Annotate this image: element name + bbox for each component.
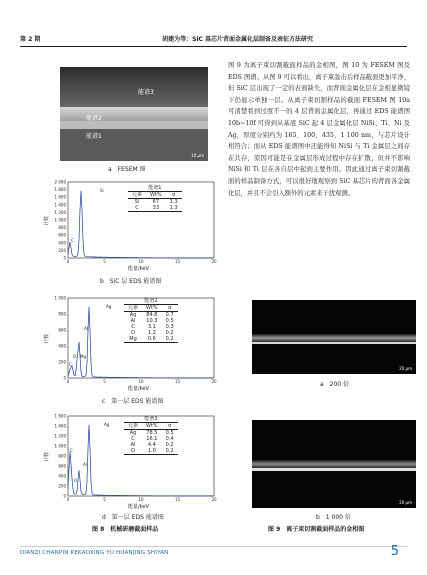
sem-label-spectrum2: 能谱2 (86, 115, 102, 122)
eds-d-xlabel: 能量/keV (128, 504, 149, 510)
footer-rule (20, 546, 407, 547)
table-row: O 1.0 0.2 (124, 448, 178, 455)
x-tick-label: 15 (174, 259, 181, 264)
eds-c-xlabel: 能量/keV (128, 386, 149, 392)
x-tick-label: 20 (211, 259, 217, 264)
micrograph-200x (252, 300, 416, 374)
y-tick-label: 1 200 (54, 433, 66, 439)
eds-d-ylabel: 计数 (44, 451, 50, 462)
eds-d-peak-o: O (74, 478, 78, 483)
eds-d-table: 能谱3 元素 Wt% σ Ag 78.5 0.5 C 16.1 0.4 Al 4.4 0.2 O 1.0 0.2 (124, 416, 178, 455)
y-tick-label: 400 (58, 240, 66, 246)
y-tick-label: 1 600 (54, 194, 66, 200)
eds-c-peak-mg: Mg (80, 354, 86, 359)
eds-d-table-title: 能谱3 (144, 416, 158, 422)
table-row: Si 67 1.3 (134, 199, 178, 205)
y-tick-label: 400 (58, 343, 66, 349)
x-tick-label: 20 (211, 497, 217, 502)
x-tick-label: 20 (211, 379, 217, 384)
eds-b-ylabel: 计数 (44, 215, 50, 226)
eds-b-peak-si: Si (100, 188, 104, 193)
y-tick-label: 200 (58, 359, 66, 365)
sem-label-spectrum1: 能谱1 (86, 133, 102, 140)
y-tick-label: 1 400 (54, 423, 66, 429)
eds-b-table: 能谱1 元素 Wt% σ Si 67 1.3 C 33 1.3 (128, 185, 182, 212)
y-tick-label: 0 (63, 493, 66, 499)
eds-c-table: 能谱2 元素 Wt% σ Ag 84.8 0.7 Al 10.3 0.5 C 3.1 0.3 O 1.2 0.2 Mg 0.6 0.2 (124, 298, 178, 343)
x-tick-label: 5 (103, 259, 106, 264)
y-tick-label: 1 600 (54, 413, 66, 419)
x-tick-label: 10 (138, 259, 144, 264)
eds-c-peak-o: O (73, 354, 77, 359)
fig8c-caption: c 第一层 EDS 能谱图 (102, 398, 164, 405)
y-tick-label: 800 (58, 225, 66, 231)
table-row: Ag 84.8 0.7 (129, 312, 174, 318)
fig8-caption: 图 8 机械研磨截面样品 (92, 526, 159, 533)
eds-b-peak-c: C (71, 238, 74, 243)
y-tick-label: 200 (58, 247, 66, 253)
y-tick-label: 0 (63, 375, 66, 381)
eds-c-table-title: 能谱2 (144, 298, 158, 304)
table-row: Ag 78.5 0.5 (129, 430, 174, 436)
eds-c-peak-al: Al (84, 326, 88, 331)
table-row: C 33 1.3 (128, 205, 182, 212)
x-tick-label: 0 (66, 259, 70, 264)
y-tick-label: 800 (58, 311, 66, 317)
x-tick-label: 5 (103, 497, 106, 502)
y-tick-label: 1 000 (54, 217, 66, 223)
y-tick-label: 1 200 (54, 209, 66, 215)
eds-c-peak-ag: Ag (106, 304, 112, 309)
fig8d-caption: d 第一层 EDS 能谱图 (102, 514, 164, 521)
footer-journal: DIANZI CHANPIN KEKAOXING YU HUANJING SHIYAN (20, 550, 169, 556)
x-tick-label: 5 (103, 379, 106, 384)
table-row: C 16.1 0.4 (131, 436, 174, 442)
eds-c-peak-c: C (69, 362, 72, 367)
y-tick-label: 1 800 (54, 187, 66, 193)
table-row: Al 4.4 0.2 (130, 442, 174, 448)
sem-scale-bar: 10 μm (191, 153, 204, 158)
y-tick-label: 0 (63, 255, 66, 261)
micrograph-1000x-scale: 20 μm (399, 500, 412, 505)
header-issue: 第 2 期 (20, 36, 41, 43)
y-tick-label: 800 (58, 453, 66, 459)
x-tick-label: 10 (138, 379, 144, 384)
y-tick-label: 200 (58, 483, 66, 489)
y-tick-label: 600 (58, 463, 66, 469)
header-title: 胡建为等：SiC 基芯片背面金属化层制备及表征方法研究 (162, 36, 313, 43)
eds-b-table-title: 能谱1 (148, 185, 162, 191)
x-tick-label: 10 (138, 497, 144, 502)
x-tick-label: 0 (66, 379, 70, 384)
y-tick-label: 600 (58, 232, 66, 238)
page-number: 5 (390, 544, 399, 559)
y-tick-label: 2 000 (54, 179, 66, 185)
fesem-image (60, 67, 208, 161)
y-tick-label: 400 (58, 473, 66, 479)
table-row: Mg 0.6 0.2 (124, 336, 178, 343)
fig8b-caption: b SiC 层 EDS 能谱图 (100, 278, 162, 285)
fig9-caption: 图 9 离子束切割截面样品的金相图 (268, 526, 365, 533)
sem-label-spectrum3: 能谱3 (138, 89, 154, 96)
table-row: C 3.1 0.3 (131, 324, 174, 330)
eds-d-peak-al: Al (83, 462, 87, 467)
fig9a-caption: a 200 倍 (320, 381, 350, 388)
eds-d-peak-c: C (70, 448, 73, 453)
fig9b-caption: b 1 000 倍 (316, 514, 351, 521)
y-tick-label: 1 400 (54, 202, 66, 208)
x-tick-label: 0 (66, 497, 70, 502)
y-tick-label: 1 000 (54, 443, 66, 449)
eds-d-peak-ag: Ag (104, 422, 110, 427)
eds-b-xlabel: 能量/keV (128, 266, 149, 272)
body-paragraph: 图 9 为离子束切割截面样品的金相图，图 10 为 FESEM 图及 EDS 图谱。从图 9 可以看出，离子束轰击后样品截面更加平净，但 SiC 层出现了一定的表面缺失，而背面金属化层在金相显微镜下仍显示单独一层。从离子束切割样品的截面 FESEM 图 10a 可清楚看到过度不一的 4 层背面金属化层，再通过 EDS 能谱图 10b~10f 可得到从基底 SiC 起 4 层金属化层 NiSi、Ti、Ni 及 Ag，厚度分别约为 165、100、435、1 100 nm，与芯片设计相符合；而从 EDS 能谱图中还能得知 NiSi 与 Ti 金属层之间存在共存，原因可能是在金属层形成过程中存在扩散，但并不影响 NiSi 和 Ti 层在各自层中起到主要作用。因此通过离子束切割截面的样品制备方式，可以很好地观察到 SiC 基芯片的背面各金属化层，并且不会引入额外的元素来干扰观测。 (228, 62, 410, 197)
y-tick-label: 600 (58, 327, 66, 333)
x-tick-label: 15 (174, 379, 181, 384)
micrograph-200x-scale: 20 μm (399, 366, 412, 371)
header-rule (20, 46, 407, 47)
table-row: O 1.2 0.2 (131, 330, 174, 336)
micrograph-1000x (252, 420, 416, 508)
y-tick-label: 1 000 (54, 295, 66, 301)
fig8a-caption: a FESEM 图 (108, 166, 146, 173)
eds-c-ylabel: 计数 (44, 333, 50, 344)
x-tick-label: 15 (174, 497, 181, 502)
table-row: Al 10.3 0.5 (130, 318, 174, 324)
